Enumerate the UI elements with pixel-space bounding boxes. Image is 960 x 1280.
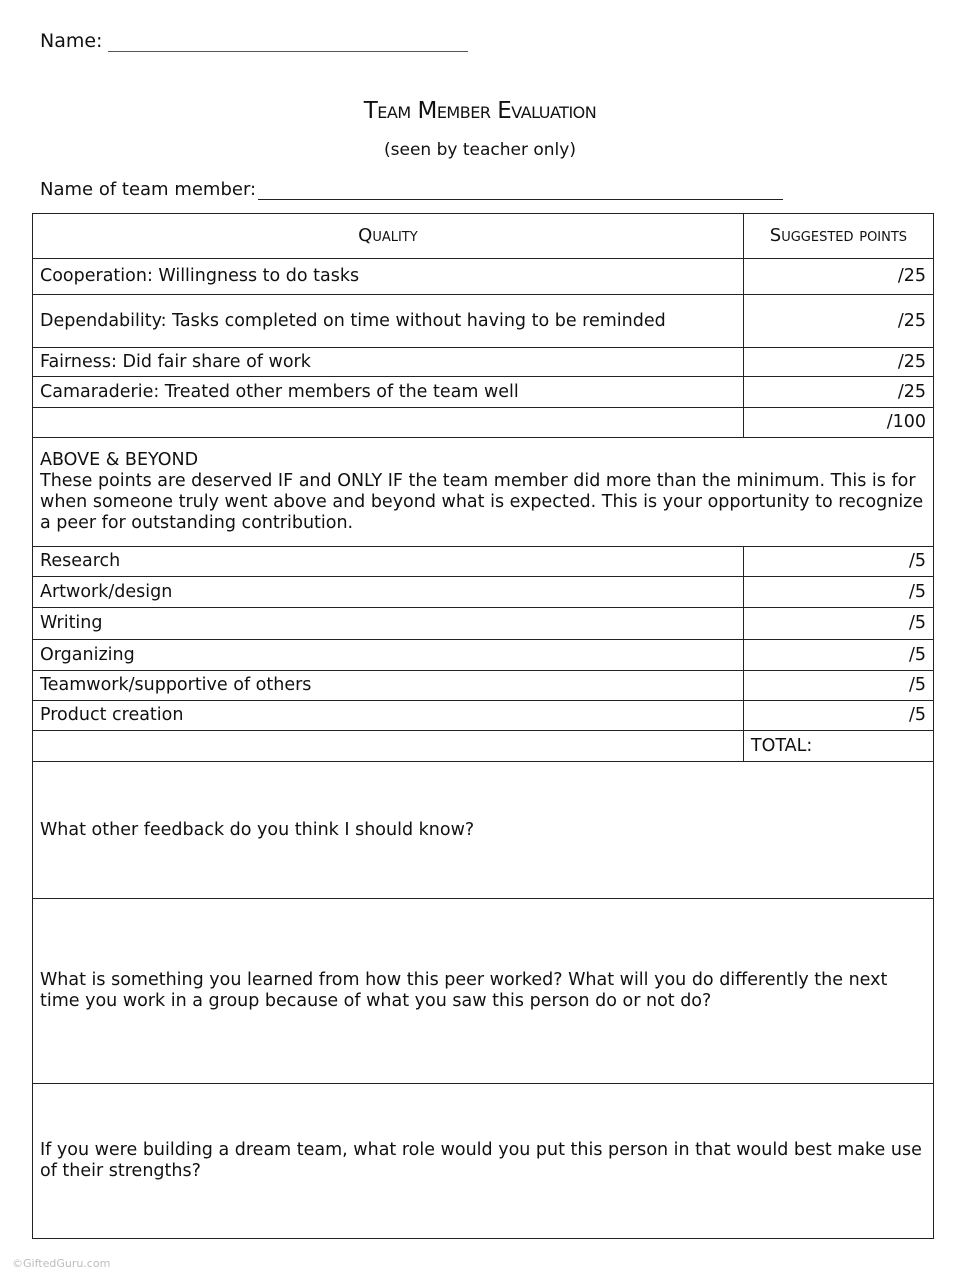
total-blank — [33, 731, 744, 762]
student-name-label: Name: — [40, 30, 103, 52]
team-member-field[interactable] — [258, 181, 783, 200]
learned-question: What is something you learned from how this peer worked? What will you do differently the next time you work in a group because of what you saw this person do or not do? — [40, 970, 888, 1011]
question-row — [33, 899, 934, 1084]
page-subtitle: (seen by teacher only) — [384, 140, 576, 160]
bonus-research: Research — [33, 547, 744, 577]
team-member-label: Name of team member: — [40, 179, 257, 200]
above-beyond-description: These points are deserved IF and ONLY IF the team member did more than the minimum. This is for when someone truly went above and beyond what is expected. This is your opportunity to recognize a peer for outstanding contribution. — [40, 471, 924, 533]
table-row — [33, 259, 934, 295]
points-cell[interactable]: /25 — [743, 295, 933, 348]
table-row — [33, 608, 934, 640]
page-title: Team Member Evaluation — [363, 98, 597, 124]
points-cell[interactable]: /5 — [743, 640, 933, 671]
dream-team-question-box[interactable] — [33, 1084, 934, 1239]
points-cell[interactable]: /5 — [743, 577, 933, 608]
feedback-question: What other feedback do you think I should know? — [40, 819, 475, 840]
table-row — [33, 377, 934, 408]
total-cell[interactable]: TOTAL: — [743, 731, 933, 762]
question-row — [33, 1084, 934, 1239]
points-cell[interactable]: /25 — [743, 259, 933, 295]
learned-question-box[interactable] — [33, 899, 934, 1084]
bonus-teamwork: Teamwork/supportive of others — [33, 671, 744, 701]
table-row — [33, 671, 934, 701]
quality-camaraderie: Camaraderie: Treated other members of the team well — [33, 377, 744, 408]
points-cell[interactable]: /25 — [743, 348, 933, 377]
dream-team-question: If you were building a dream team, what role would you put this person in that would best make use of their strengths? — [40, 1140, 922, 1181]
table-row — [33, 547, 934, 577]
table-row — [33, 348, 934, 377]
points-cell[interactable]: /25 — [743, 377, 933, 408]
table-header-row — [33, 214, 934, 259]
quality-fairness: Fairness: Did fair share of work — [33, 348, 744, 377]
bonus-organizing: Organizing — [33, 640, 744, 671]
above-beyond-row — [33, 438, 934, 547]
student-name-field[interactable] — [108, 33, 468, 52]
quality-column-header: Quality — [33, 214, 744, 259]
table-row — [33, 701, 934, 731]
points-cell[interactable]: /5 — [743, 671, 933, 701]
team-member-name-line — [40, 179, 783, 200]
bonus-writing: Writing — [33, 608, 744, 640]
quality-dependability: Dependability: Tasks completed on time without having to be reminded — [33, 295, 744, 348]
table-row — [33, 640, 934, 671]
evaluation-table — [32, 213, 934, 1239]
above-beyond-title: ABOVE & BEYOND — [40, 450, 199, 470]
subtotal-blank — [33, 408, 744, 438]
bonus-artwork-design: Artwork/design — [33, 577, 744, 608]
bonus-product-creation: Product creation — [33, 701, 744, 731]
feedback-question-box[interactable] — [33, 762, 934, 899]
quality-cooperation: Cooperation: Willingness to do tasks — [33, 259, 744, 295]
points-cell[interactable]: /5 — [743, 547, 933, 577]
subtotal-cell[interactable]: /100 — [743, 408, 933, 438]
points-column-header: Suggested points — [743, 214, 933, 259]
table-row — [33, 577, 934, 608]
question-row — [33, 762, 934, 899]
points-cell[interactable]: /5 — [743, 701, 933, 731]
above-beyond-section — [33, 438, 934, 547]
subtotal-row — [33, 408, 934, 438]
total-row — [33, 731, 934, 762]
points-cell[interactable]: /5 — [743, 608, 933, 640]
student-name-line — [40, 30, 468, 52]
copyright-credit: ©GiftedGuru.com — [12, 1257, 111, 1270]
table-row — [33, 295, 934, 348]
